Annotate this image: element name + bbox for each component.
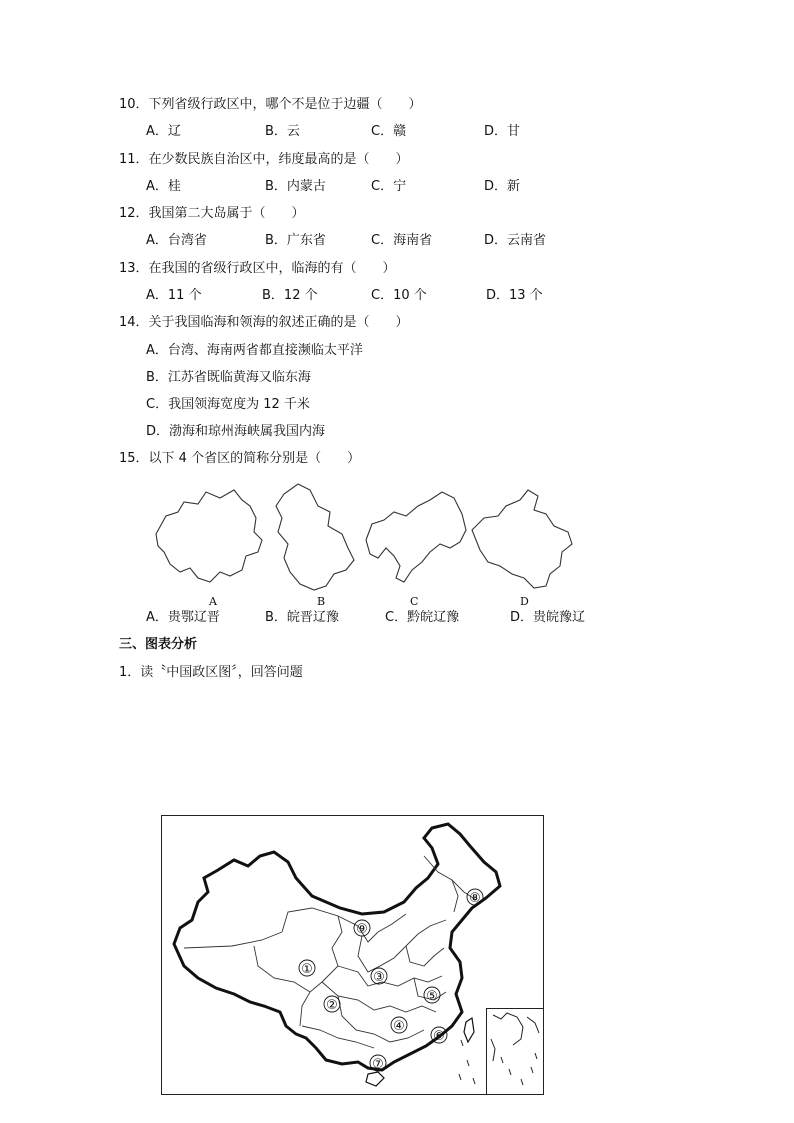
q12-option-a[interactable]: A．台湾省 [146,233,207,248]
shape-label-b: B [317,595,326,608]
question-14-stem: 14．关于我国临海和领海的叙述正确的是（ ） [119,315,409,330]
map-marker-4: ④ [393,1019,405,1034]
province-shape-c [366,492,466,582]
map-marker-5: ⑤ [426,989,438,1004]
q12-option-c[interactable]: C．海南省 [371,233,433,248]
q13-option-d[interactable]: D．13 个 [486,288,543,303]
question-11-stem: 11．在少数民族自治区中，纬度最高的是（ ） [119,152,409,167]
question-10-stem: 10．下列省级行政区中，哪个不是位于边疆（ ） [119,97,422,112]
shape-label-d: D [520,595,529,608]
province-shape-b [276,484,354,590]
map-marker-9: ⑨ [356,922,368,937]
shape-label-c: C [410,595,419,608]
q10-option-a[interactable]: A．辽 [146,124,181,139]
q13-option-b[interactable]: B．12 个 [262,288,318,303]
q10-option-d[interactable]: D．甘 [484,124,521,139]
q10-option-c[interactable]: C．赣 [371,124,407,139]
shape-label-a: A [209,595,217,608]
q15-option-a[interactable]: A．贵鄂辽晋 [146,610,220,625]
q14-option-c[interactable]: C．我国领海宽度为 12 千米 [146,397,310,412]
q13-option-c[interactable]: C．10 个 [371,288,427,303]
map-marker-7: ⑦ [372,1057,384,1072]
q12-option-d[interactable]: D．云南省 [484,233,547,248]
map-marker-2: ② [326,998,338,1013]
q10-option-b[interactable]: B．云 [265,124,300,139]
q12-option-b[interactable]: B．广东省 [265,233,326,248]
q14-option-b[interactable]: B．江苏省既临黄海又临东海 [146,370,311,385]
q11-option-d[interactable]: D．新 [484,179,521,194]
province-shape-d [472,490,572,588]
question-12-stem: 12．我国第二大岛属于（ ） [119,206,305,221]
question-15-stem: 15．以下 4 个省区的简称分别是（ ） [119,451,361,466]
question-13-stem: 13．在我国的省级行政区中，临海的有（ ） [119,261,396,276]
map-marker-1: ① [301,962,313,977]
map-marker-6: ⑥ [433,1029,445,1044]
q11-option-a[interactable]: A．桂 [146,179,181,194]
china-outline [174,824,500,1070]
q13-option-a[interactable]: A．11 个 [146,288,202,303]
coastal-island-marks [455,1030,485,1090]
south-china-sea-inset [486,1008,544,1095]
province-shape-a [156,490,262,582]
map-marker-8: ⑧ [469,891,481,906]
section-3-question-1: 1．读〝中国政区图〞，回答问题 [119,665,303,680]
q14-option-a[interactable]: A．台湾、海南两省都直接濒临太平洋 [146,343,363,358]
q11-option-c[interactable]: C．宁 [371,179,407,194]
map-marker-3: ③ [373,970,385,985]
q15-option-b[interactable]: B．皖晋辽豫 [265,610,339,625]
hainan-island [366,1072,384,1086]
q15-option-d[interactable]: D．贵皖豫辽 [510,610,586,625]
q15-option-c[interactable]: C．黔皖辽豫 [385,610,460,625]
section-3-heading: 三、图表分析 [119,637,198,652]
q14-option-d[interactable]: D．渤海和琼州海峡属我国内海 [146,424,326,439]
province-outlines [150,482,610,602]
inset-svg [487,1009,545,1096]
q11-option-b[interactable]: B．内蒙古 [265,179,326,194]
